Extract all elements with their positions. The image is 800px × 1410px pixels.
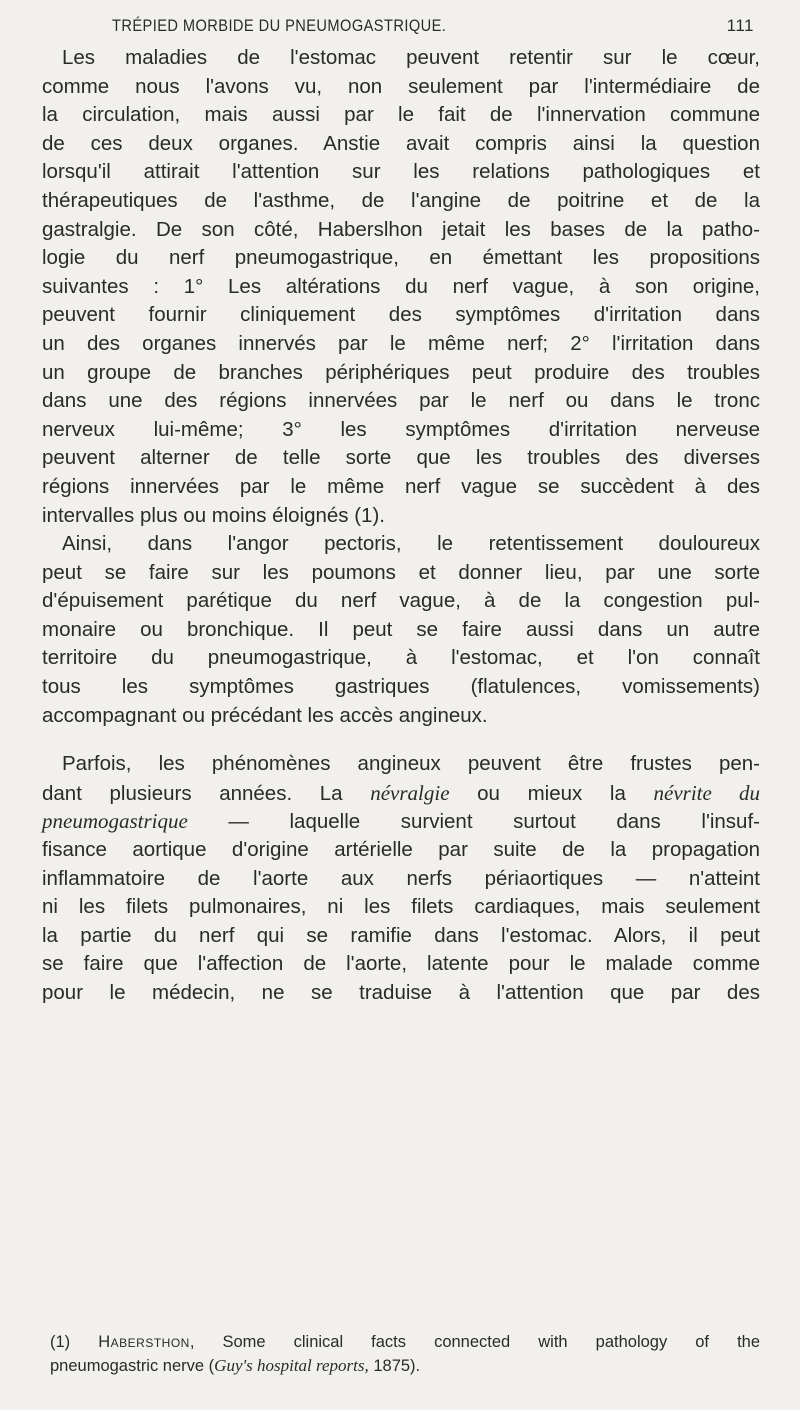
text-line: Ainsi, dans l'angor pectoris, le retentissement douloureux <box>62 532 760 556</box>
footnote-marker: (1) <box>50 1333 71 1351</box>
text-line: territoire du pneumogastrique, à l'estomac, et l'on connaît <box>42 646 760 670</box>
text-line: inflammatoire de l'aorte aux nerfs périaortiques — n'atteint <box>42 866 760 890</box>
footnote-text: 1875). <box>368 1357 421 1375</box>
paragraph-gap <box>42 730 760 750</box>
text-line: logie du nerf pneumogastrique, en émettant les propositions <box>42 246 760 270</box>
text-line: fisance aortique d'origine artérielle par suite de la propagation <box>42 838 760 862</box>
text-line: pour le médecin, ne se traduise à l'attention que par des <box>42 981 760 1004</box>
text-line: thérapeutiques de l'asthme, de l'angine de poitrine et de la <box>42 188 760 212</box>
italic-term: névralgie <box>370 780 450 805</box>
text-line: suivantes : 1° Les altérations du nerf vague, à son origine, <box>42 274 760 298</box>
text-line <box>42 807 760 836</box>
footnote-text: , Some clinical facts connected with pathology of the <box>189 1333 761 1351</box>
footnote-text: pneumogastric nerve ( <box>50 1357 215 1375</box>
text-line: Parfois, les phénomènes angineux peuvent être frustes pen- <box>62 752 760 776</box>
italic-term: pneumogastrique <box>42 809 188 834</box>
text-line: accompagnant ou précédant les accès angineux. <box>42 703 488 727</box>
body-text <box>42 44 760 1008</box>
italic-term: névrite du <box>653 780 760 805</box>
text-line: peuvent fournir cliniquement des symptômes d'irritation dans <box>42 303 760 327</box>
text-run: — laquelle survient surtout dans l'insuf- <box>187 810 760 834</box>
text-line <box>42 779 760 808</box>
text-line: nerveux lui-même; 3° les symptômes d'irritation nerveuse <box>42 417 760 441</box>
text-line: un groupe de branches périphériques peut produire des troubles <box>42 360 760 384</box>
text-line: la circulation, mais aussi par le fait de l'innervation commune <box>42 103 760 127</box>
text-line: tous les symptômes gastriques (flatulences, vomissements) <box>42 675 760 699</box>
text-line: ni les filets pulmonaires, ni les filets cardiaques, mais seulement <box>42 895 760 919</box>
footnote-journal: Guy's hospital reports, <box>214 1356 369 1375</box>
text-run: ou mieux la <box>449 781 654 805</box>
text-line: monaire ou bronchique. Il peut se faire aussi dans un autre <box>42 617 760 641</box>
text-line: dans une des régions innervées par le nerf ou dans le tronc <box>42 389 760 413</box>
footnote-author: Habersthon <box>98 1333 190 1351</box>
running-head <box>42 16 760 42</box>
running-head-title: TRÉPIED MORBIDE DU PNEUMOGASTRIQUE. <box>112 16 447 35</box>
paragraph-3 <box>42 750 760 1007</box>
text-line: peuvent alterner de telle sorte que les troubles des diverses <box>42 446 760 470</box>
text-line: la partie du nerf qui se ramifie dans l'estomac. Alors, il peut <box>42 923 760 947</box>
text-line: d'épuisement parétique du nerf vague, à de la congestion pul- <box>42 589 760 613</box>
text-line: régions innervées par le même nerf vague se succèdent à des <box>42 474 760 498</box>
text-line: Les maladies de l'estomac peuvent retentir sur le cœur, <box>62 46 760 69</box>
text-line: de ces deux organes. Anstie avait compris ainsi la question <box>42 131 760 155</box>
text-line: intervalles plus ou moins éloignés (1). <box>42 503 385 527</box>
text-line: comme nous l'avons vu, non seulement par l'intermédiaire de <box>42 74 760 98</box>
text-line: se faire que l'affection de l'aorte, latente pour le malade comme <box>42 952 760 976</box>
footnote-line <box>50 1354 760 1378</box>
footnote <box>50 1330 760 1378</box>
text-run: dant plusieurs années. La <box>42 781 371 805</box>
footnote-line <box>50 1330 760 1354</box>
paragraph-1 <box>42 44 760 530</box>
paragraph-2 <box>42 530 760 730</box>
text-line: lorsqu'il attirait l'attention sur les relations pathologiques et <box>42 160 760 184</box>
text-line: gastralgie. De son côté, Haberslhon jetait les bases de la patho- <box>42 217 760 241</box>
text-line: un des organes innervés par le même nerf; 2° l'irritation dans <box>42 331 760 355</box>
page-number: 111 <box>726 16 754 35</box>
text-line: peut se faire sur les poumons et donner lieu, par une sorte <box>42 560 760 584</box>
